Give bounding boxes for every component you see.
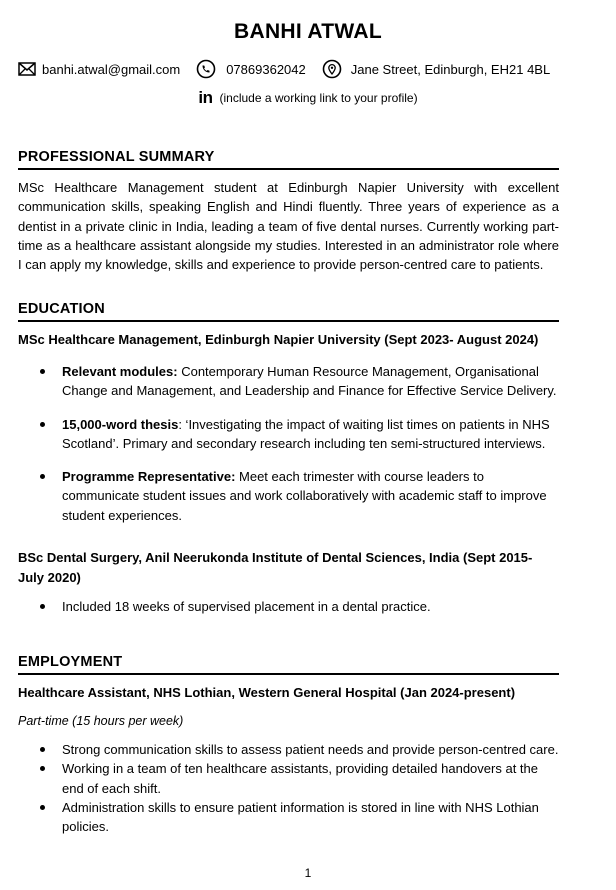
bullet-text: : ‘Investigating the impact of waiting list times on patients in NHS Scotland’. Primary and secondary research including ten semi-structured interviews.: [62, 416, 550, 451]
address-text: Jane Street, Edinburgh, EH21 4BL: [350, 61, 551, 77]
msc-bullet-list: [18, 362, 559, 525]
education-heading: EDUCATION: [18, 301, 559, 322]
employment-bullet-list: [18, 740, 559, 836]
summary-text: MSc Healthcare Management student at Edinburgh Napier University with excellent communication skills, speaking English and Hindi fluently. Three years of experience as a dentist in a private clinic in India, leading a team of five dental nurses. Currently working part-time as a healthcare assistant alongside my studies. Interested in an administrator role where I can apply my knowledge, skills and experience to provide person-centred care to patients.: [18, 180, 559, 273]
list-item: Strong communication skills to assess patient needs and provide person-centred care.: [18, 740, 559, 759]
bsc-bullet-list: [18, 597, 559, 616]
list-item: [18, 362, 559, 401]
list-item: [18, 415, 559, 454]
envelope-icon: [18, 62, 36, 76]
phone-icon: [196, 59, 216, 79]
list-item: Administration skills to ensure patient information is stored in line with NHS Lothian policies.: [18, 798, 559, 837]
location-pin-icon: [322, 59, 342, 79]
linkedin-note: (include a working link to your profile): [219, 91, 418, 105]
bullet-text: Contemporary Human Resource Management, Organisational Change and Management, and Leadership and Finance for Effective Service Delivery.: [62, 364, 557, 399]
job-hours: Part-time (15 hours per week): [18, 714, 184, 728]
job-title: Healthcare Assistant, NHS Lothian, Western General Hospital (Jan 2024-present): [18, 685, 516, 700]
candidate-name: BANHI ATWAL: [234, 20, 382, 43]
list-item: Included 18 weeks of supervised placement in a dental practice.: [18, 597, 559, 616]
address-contact: [322, 59, 550, 79]
phone-text: 07869362042: [226, 61, 306, 77]
bullet-label: Programme Representative:: [62, 469, 236, 485]
linkedin-line: [0, 88, 616, 108]
email-text: banhi.atwal@gmail.com: [42, 61, 181, 77]
list-item: Working in a team of ten healthcare assistants, providing detailed handovers at the end of each shift.: [18, 759, 559, 798]
employment-heading: EMPLOYMENT: [18, 654, 559, 675]
bullet-label: Relevant modules:: [62, 364, 178, 379]
phone-contact: [196, 59, 306, 79]
page-number: 1: [304, 866, 312, 880]
contact-line: [18, 58, 550, 80]
msc-title: MSc Healthcare Management, Edinburgh Napier University (Sept 2023- August 2024): [18, 332, 539, 347]
email-contact: [18, 62, 180, 77]
bsc-title: BSc Dental Surgery, Anil Neerukonda Institute of Dental Sciences, India (Sept 2015- July 2020): [18, 550, 533, 585]
linkedin-icon: in: [198, 88, 213, 107]
summary-heading: PROFESSIONAL SUMMARY: [18, 149, 559, 170]
bullet-text: Meet each trimester with course leaders to communicate student issues and work collaboratively with academic staff to improve student experiences.: [62, 469, 547, 523]
bullet-label: 15,000-word thesis: [62, 416, 179, 432]
list-item: [18, 467, 559, 525]
